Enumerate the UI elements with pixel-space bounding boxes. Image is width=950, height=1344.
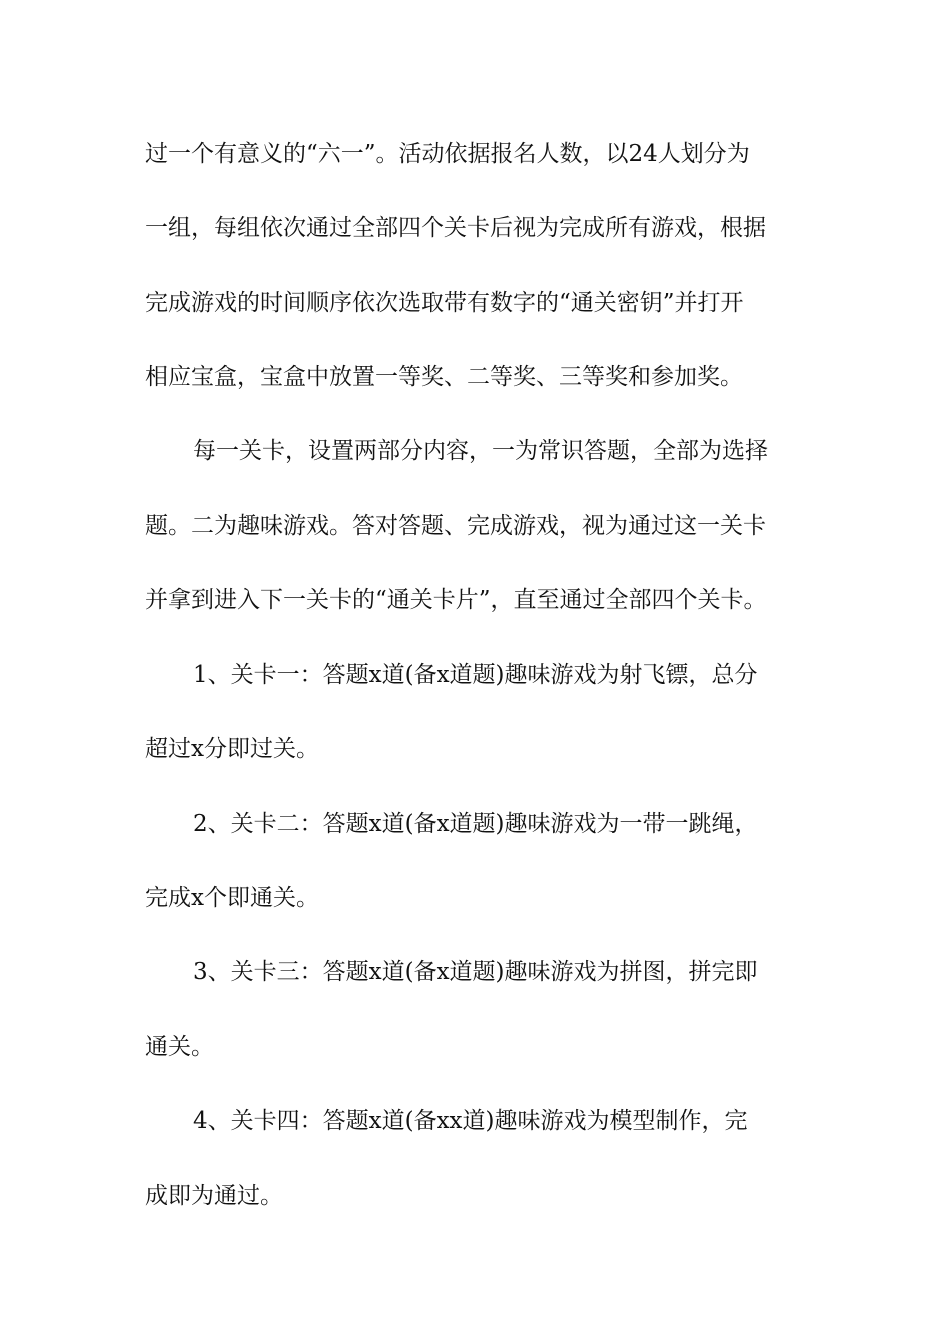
paragraph-2-line-1: 每一关卡，设置两部分内容，一为常识答题，全部为选择 — [193, 438, 768, 464]
paragraph-1-line-2: 一组，每组依次通过全部四个关卡后视为完成所有游戏，根据 — [145, 215, 766, 241]
level-4-line-1: 4、关卡四：答题x道(备xx道)趣味游戏为模型制作，完 — [193, 1108, 748, 1134]
level-4-line-2: 成即为通过。 — [145, 1183, 283, 1209]
level-2-line-2: 完成x个即通关。 — [145, 885, 319, 911]
paragraph-1-line-1: 过一个有意义的“六一”。活动依据报名人数，以24人划分为 — [145, 141, 750, 167]
level-1-line-2: 超过x分即过关。 — [145, 736, 319, 762]
level-1-line-1: 1、关卡一：答题x道(备x道题)趣味游戏为射飞镖，总分 — [193, 662, 758, 688]
paragraph-2-line-3: 并拿到进入下一关卡的“通关卡片”，直至通过全部四个关卡。 — [145, 587, 767, 613]
level-3-line-1: 3、关卡三：答题x道(备x道题)趣味游戏为拼图，拼完即 — [193, 959, 758, 985]
paragraph-1-line-4: 相应宝盒，宝盒中放置一等奖、二等奖、三等奖和参加奖。 — [145, 364, 743, 390]
level-3-line-2: 通关。 — [145, 1034, 214, 1060]
paragraph-1-line-3: 完成游戏的时间顺序依次选取带有数字的“通关密钥”并打开 — [145, 290, 744, 316]
level-2-line-1: 2、关卡二：答题x道(备x道题)趣味游戏为一带一跳绳， — [193, 811, 758, 837]
paragraph-2-line-2: 题。二为趣味游戏。答对答题、完成游戏，视为通过这一关卡 — [145, 513, 766, 539]
